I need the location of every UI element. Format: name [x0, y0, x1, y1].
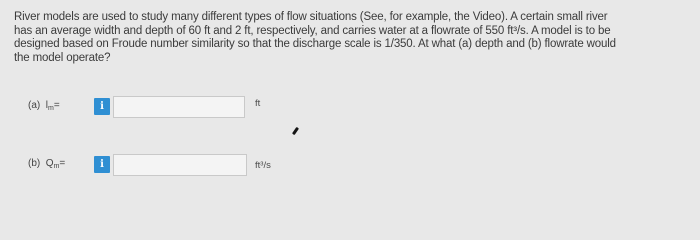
depth-unit-label: ft [255, 98, 261, 109]
problem-line-4: the model operate? [14, 51, 111, 64]
info-icon[interactable]: i [94, 98, 110, 115]
flowrate-answer-input[interactable] [113, 154, 247, 176]
part-a-equals: = [53, 100, 60, 111]
depth-answer-input[interactable] [113, 96, 245, 118]
problem-line-1: River models are used to study many different types of flow situations (See, for example, the Video). A certain small river [14, 11, 608, 23]
problem-line-2: has an average width and depth of 60 ft and 2 ft, respectively, and carries water at a flowrate of 550 ft³/s. A model is to be [14, 24, 611, 37]
problem-statement [14, 11, 690, 65]
flowrate-unit-label: ft³/s [255, 160, 271, 171]
part-a-prefix: (a) [28, 100, 41, 111]
pen-stroke-mark [292, 127, 299, 135]
answer-row-a [0, 96, 700, 120]
part-a-symbol: l [45, 100, 49, 111]
info-icon[interactable]: i [94, 156, 110, 173]
part-a-label [28, 100, 60, 112]
part-b-symbol: Q [45, 158, 54, 169]
answer-row-b [0, 154, 700, 178]
part-b-label [28, 158, 65, 170]
part-b-subscript: m [53, 163, 60, 170]
part-a-subscript: m [48, 105, 54, 112]
problem-line-3: designed based on Froude number similarity so that the discharge scale is 1/350. At what (a) depth and (b) flowrate would [14, 38, 616, 50]
part-b-equals: = [59, 158, 66, 169]
part-b-prefix: (b) [28, 158, 41, 169]
